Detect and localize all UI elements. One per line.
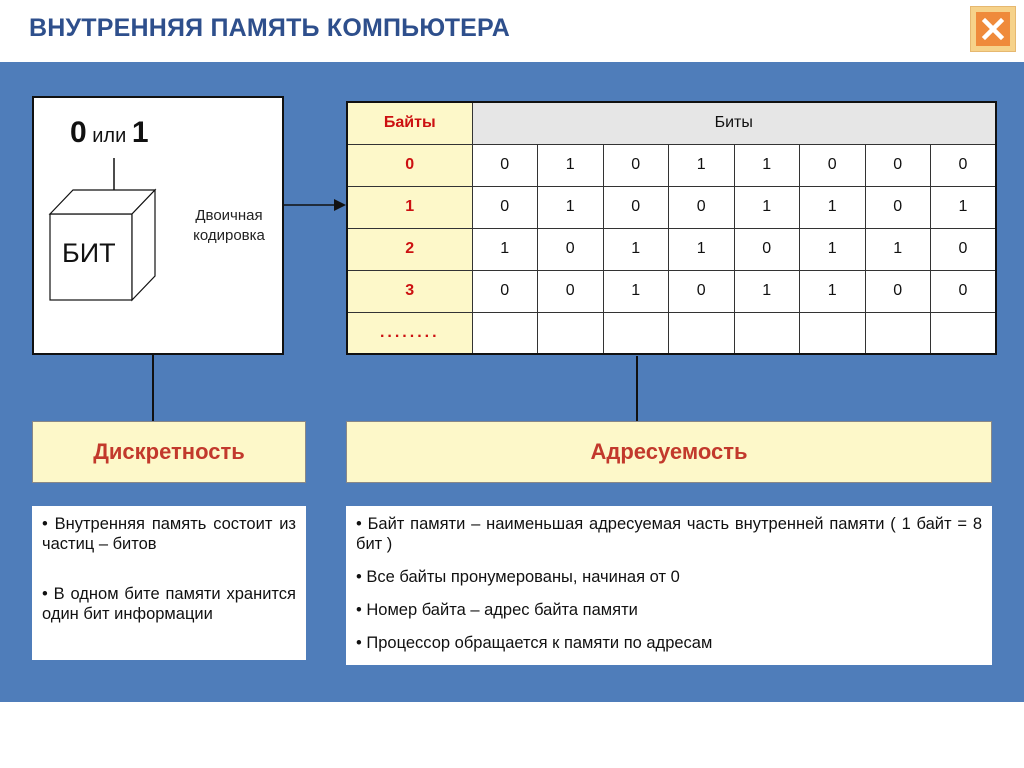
bit-cell: 1 [538, 144, 604, 186]
bit-cell: 1 [734, 186, 800, 228]
bit-cell: 1 [734, 144, 800, 186]
bit-cell: 1 [734, 270, 800, 312]
bit-cell [538, 312, 604, 354]
discreteness-description [32, 506, 306, 660]
bit-cell [472, 312, 538, 354]
bit-cell [800, 312, 866, 354]
bytes-header: Байты [347, 102, 472, 144]
bit-cell: 1 [800, 186, 866, 228]
list-item: • Номер байта – адрес байта памяти [356, 601, 638, 619]
bit-cell: 1 [669, 144, 735, 186]
ellipsis-cell: ........ [347, 312, 472, 354]
byte-address: 2 [347, 228, 472, 270]
bit-cell: 0 [472, 270, 538, 312]
table-row [347, 144, 996, 186]
bit-cell [669, 312, 735, 354]
bit-cell: 0 [603, 144, 669, 186]
close-icon [976, 12, 1010, 46]
bit-cell [865, 312, 931, 354]
bit-cell: 0 [931, 228, 997, 270]
page-title: ВНУТРЕННЯЯ ПАМЯТЬ КОМПЬЮТЕРА [29, 14, 510, 42]
memory-table [346, 101, 997, 355]
close-button[interactable] [970, 6, 1016, 52]
bit-cell: 1 [800, 228, 866, 270]
bits-header: Биты [472, 102, 996, 144]
bit-cell: 0 [865, 270, 931, 312]
bit-cell: 0 [669, 186, 735, 228]
bit-cell: 0 [800, 144, 866, 186]
connector-line [152, 355, 154, 421]
bit-cell [734, 312, 800, 354]
bit-cell: 1 [472, 228, 538, 270]
bit-cell: 0 [931, 270, 997, 312]
bit-cell: 0 [931, 144, 997, 186]
bit-cell: 0 [734, 228, 800, 270]
zero-label: 0 [70, 116, 87, 149]
table-row [347, 186, 996, 228]
bit-cell: 1 [603, 228, 669, 270]
bit-cell: 0 [603, 186, 669, 228]
bit-cell: 0 [669, 270, 735, 312]
bit-cell: 1 [931, 186, 997, 228]
binary-encoding-label: Двоичная кодировка [193, 207, 265, 244]
bit-cell: 1 [800, 270, 866, 312]
table-row [347, 312, 996, 354]
bit-cell: 0 [472, 144, 538, 186]
bit-cell: 1 [865, 228, 931, 270]
addressability-description [346, 506, 992, 665]
bit-cell: 0 [472, 186, 538, 228]
bottom-strip [0, 702, 1024, 768]
bit-cell: 0 [538, 270, 604, 312]
bit-cell: 1 [669, 228, 735, 270]
table-row [347, 228, 996, 270]
bit-cell: 0 [865, 144, 931, 186]
discreteness-heading: Дискретность [32, 421, 306, 483]
addressability-heading: Адресуемость [346, 421, 992, 483]
byte-address: 1 [347, 186, 472, 228]
byte-address: 3 [347, 270, 472, 312]
byte-address: 0 [347, 144, 472, 186]
list-item: • Процессор обращается к памяти по адресам [356, 634, 713, 652]
table-header-row [347, 102, 996, 144]
one-label: 1 [131, 116, 149, 149]
list-item: • Байт памяти – наименьшая адресуемая часть внутренней памяти ( 1 байт = 8 бит ) [356, 515, 982, 553]
connector-line [636, 356, 638, 421]
list-item: • В одном бите памяти хранится один бит информации [42, 585, 296, 623]
bit-cell [603, 312, 669, 354]
list-item: • Внутренняя память состоит из частиц – битов [42, 515, 296, 553]
bit-cell: 0 [538, 228, 604, 270]
or-label: или [86, 125, 132, 147]
bit-label: БИТ [62, 238, 116, 268]
arrow-right-icon [284, 198, 354, 212]
bit-cell [931, 312, 997, 354]
list-item: • Все байты пронумерованы, начиная от 0 [356, 568, 680, 586]
bit-cell: 1 [603, 270, 669, 312]
bit-cell: 1 [538, 186, 604, 228]
bit-panel [32, 96, 284, 355]
bit-cell: 0 [865, 186, 931, 228]
table-row [347, 270, 996, 312]
